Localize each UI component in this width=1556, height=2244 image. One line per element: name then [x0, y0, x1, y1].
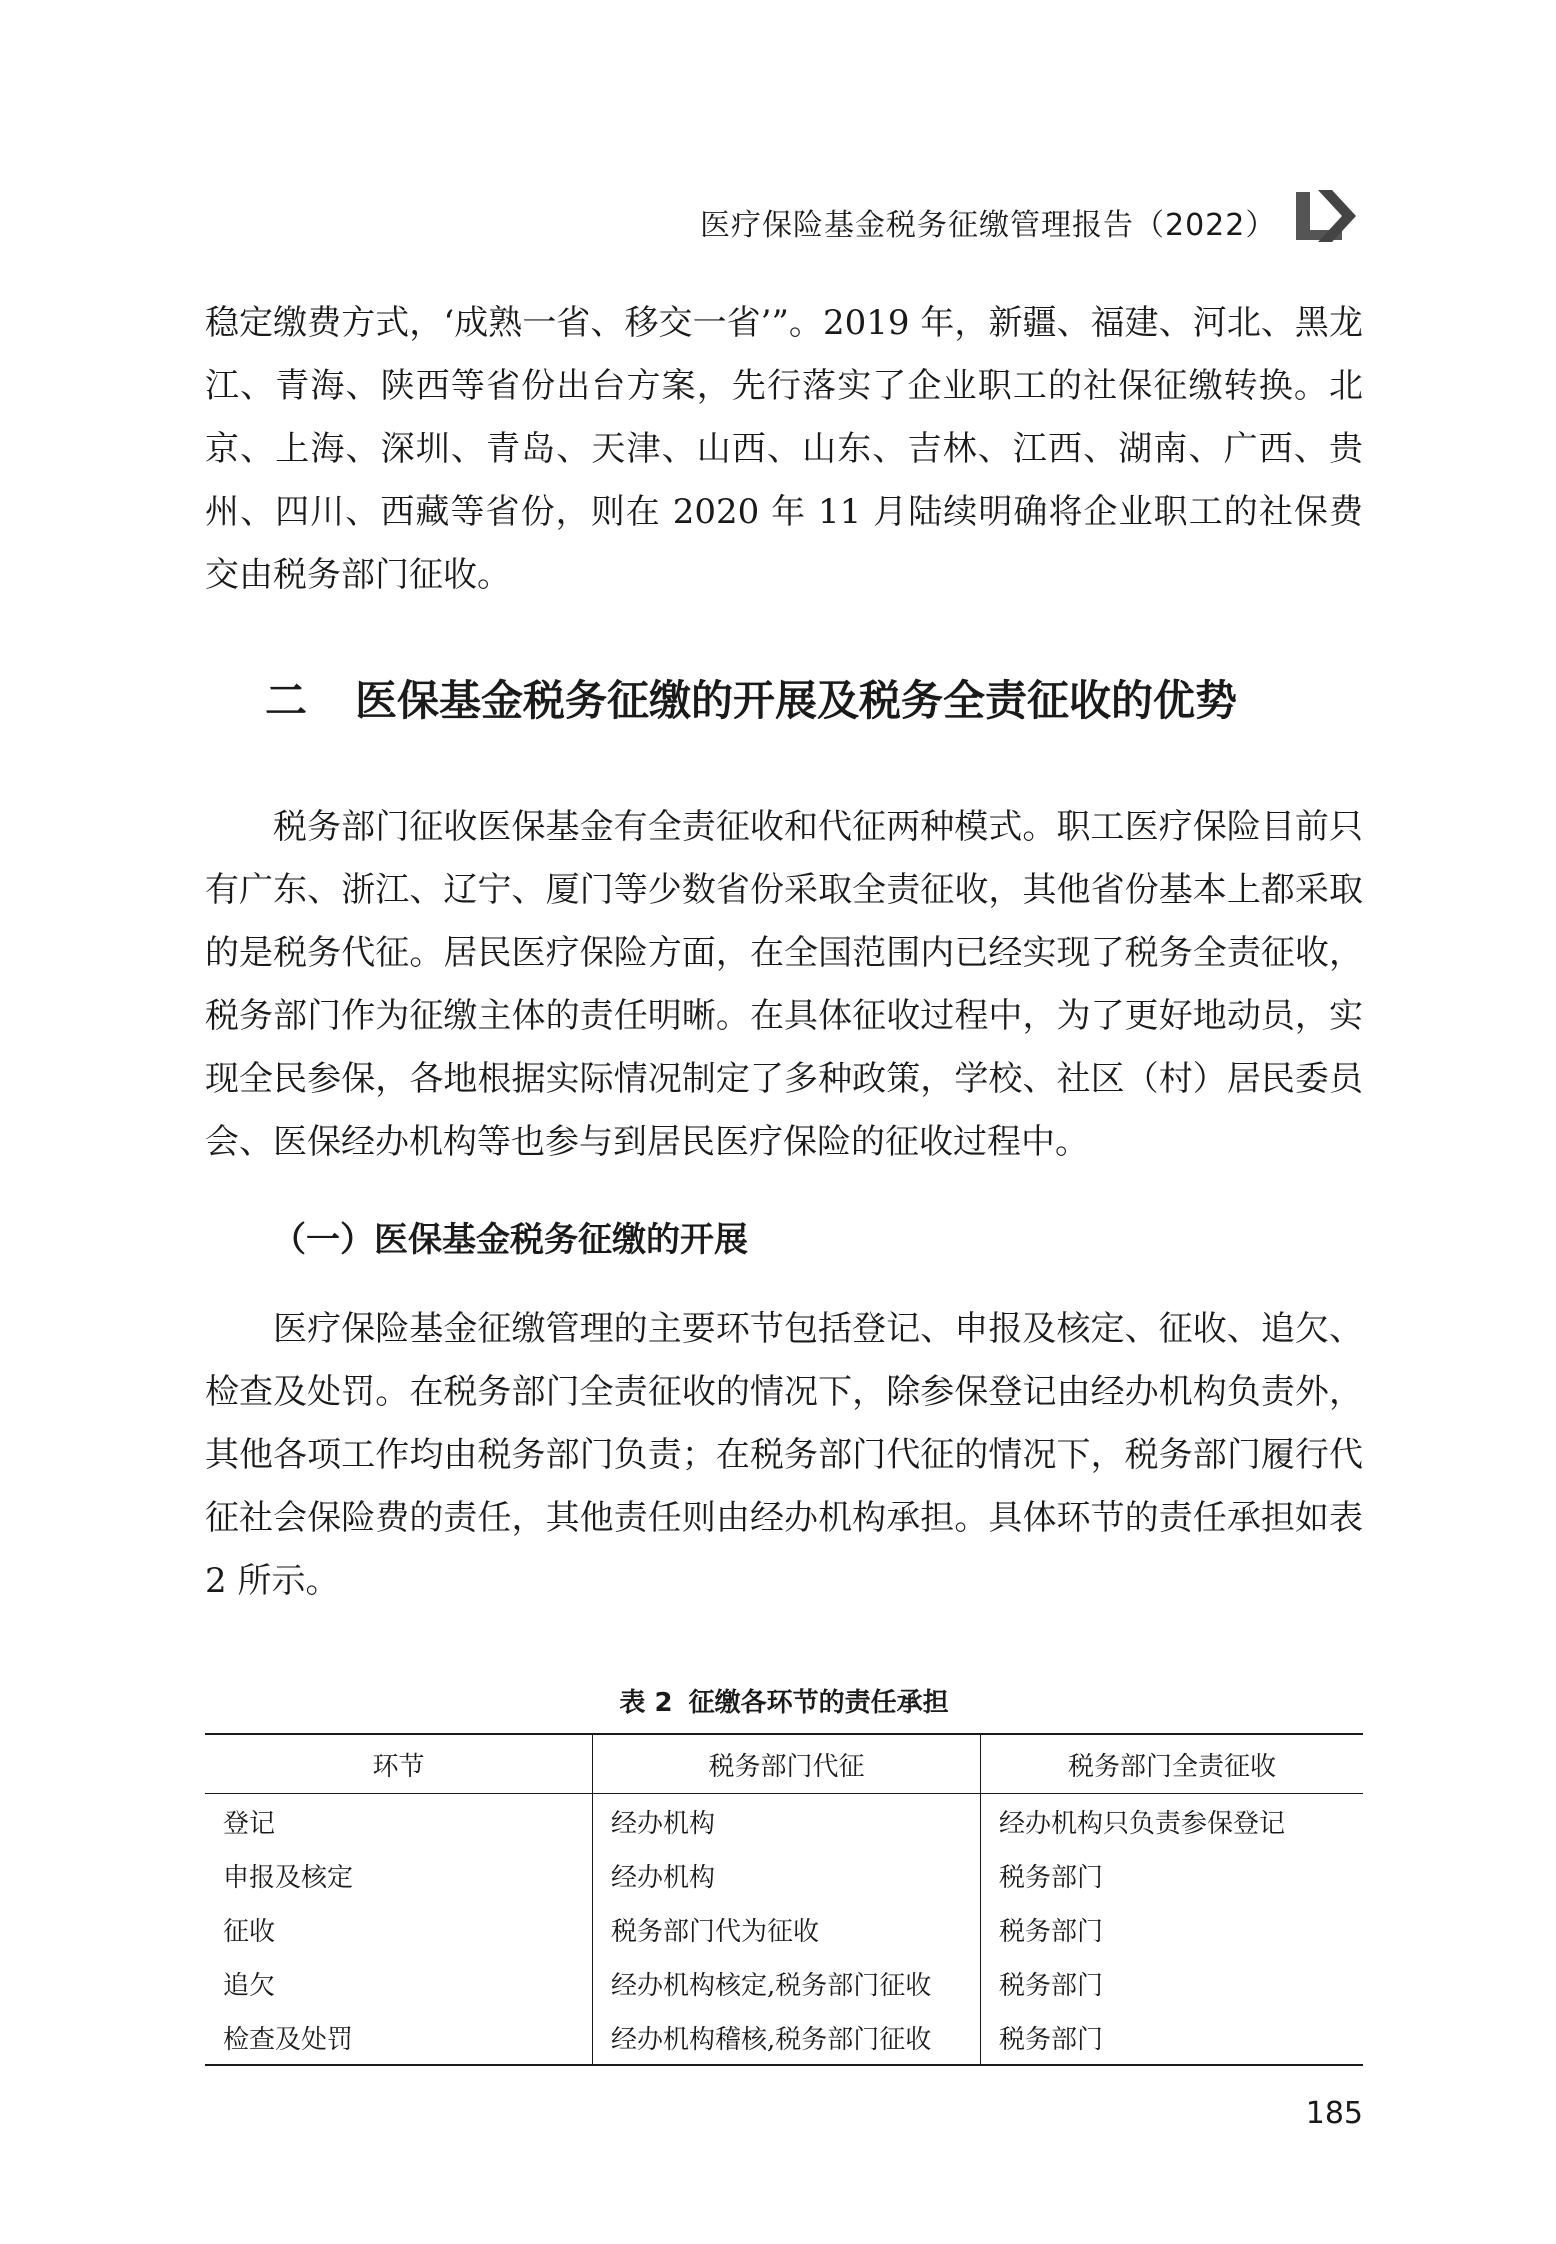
- table-cell: 经办机构: [593, 1848, 981, 1902]
- table-row: [205, 1956, 1363, 2010]
- table-row: [205, 1902, 1363, 1956]
- table-header-cell: 税务部门代征: [593, 1734, 981, 1794]
- table-cell: 追欠: [223, 1970, 276, 2001]
- page-number: 185: [1305, 2096, 1363, 2131]
- table-caption-title: 征缴各环节的责任承担: [688, 1688, 949, 1718]
- table-row: [205, 1794, 1363, 1849]
- table-header-row: [205, 1734, 1363, 1794]
- responsibility-table: [205, 1733, 1363, 2066]
- table-cell: 税务部门: [981, 1956, 1364, 2010]
- table-header-cell: 环节: [205, 1734, 593, 1794]
- paragraph-collection-steps: 医疗保险基金征缴管理的主要环节包括登记、申报及核定、征收、追欠、检查及处罚。在税务部门全责征收的情况下，除参保登记由经办机构负责外，其他各项工作均由税务部门负责；在税务部门代征的情况下，税务部门履行代征社会保险费的责任，其他责任则由经办机构承担。具体环节的责任承担如表 2 所示。: [205, 1309, 1363, 1601]
- section-heading: [265, 668, 1237, 728]
- section-number: 二: [265, 676, 308, 725]
- table-cell: 经办机构: [593, 1794, 981, 1849]
- table-cell: 税务部门: [981, 1848, 1364, 1902]
- table-cell: 检查及处罚: [205, 2010, 593, 2065]
- table-cell: 经办机构稽核,税务部门征收: [593, 2010, 981, 2065]
- table-header-cell: 税务部门全责征收: [981, 1734, 1364, 1794]
- table-cell: 申报及核定: [223, 1862, 354, 1893]
- table-cell: 经办机构核定,税务部门征收: [593, 1956, 981, 2010]
- table-cell: 经办机构只负责参保登记: [981, 1794, 1364, 1849]
- table-cell: 登记: [223, 1808, 276, 1839]
- chapter-arrow-icon: [1296, 188, 1360, 244]
- paragraph-collection-modes: 税务部门征收医保基金有全责征收和代征两种模式。职工医疗保险目前只有广东、浙江、辽宁、厦门等少数省份采取全责征收，其他省份基本上都采取的是税务代征。居民医疗保险方面，在全国范围内已经实现了税务全责征收，税务部门作为征缴主体的责任明晰。在具体征收过程中，为了更好地动员，实现全民参保，各地根据实际情况制定了多种政策，学校、社区（村）居民委员会、医保经办机构等也参与到居民医疗保险的征收过程中。: [205, 807, 1363, 1162]
- table-row: [205, 1848, 1363, 1902]
- table-cell: 征收: [223, 1916, 276, 1947]
- section-title: 医保基金税务征缴的开展及税务全责征收的优势: [355, 676, 1238, 725]
- table-row: [205, 2010, 1363, 2065]
- table-cell: 税务部门代为征收: [593, 1902, 981, 1956]
- subsection-heading: （一）医保基金税务征缴的开展: [272, 1220, 748, 1260]
- table-cell: 税务部门: [981, 2010, 1364, 2065]
- running-header-title: 医疗保险基金税务征缴管理报告（2022）: [700, 208, 1277, 243]
- table-caption: [205, 1682, 1363, 1719]
- table-cell: 税务部门: [981, 1902, 1364, 1956]
- paragraph-intro: 稳定缴费方式，‘成熟一省、移交一省’”。2019 年，新疆、福建、河北、黑龙江、青海、陕西等省份出台方案，先行落实了企业职工的社保征缴转换。北京、上海、深圳、青岛、天津、山西、山东、吉林、江西、湖南、广西、贵州、四川、西藏等省份，则在 2020 年 11 月陆续明确将企业职工的社保费交由税务部门征收。: [205, 303, 1363, 595]
- table-caption-label: 表 2: [619, 1688, 673, 1718]
